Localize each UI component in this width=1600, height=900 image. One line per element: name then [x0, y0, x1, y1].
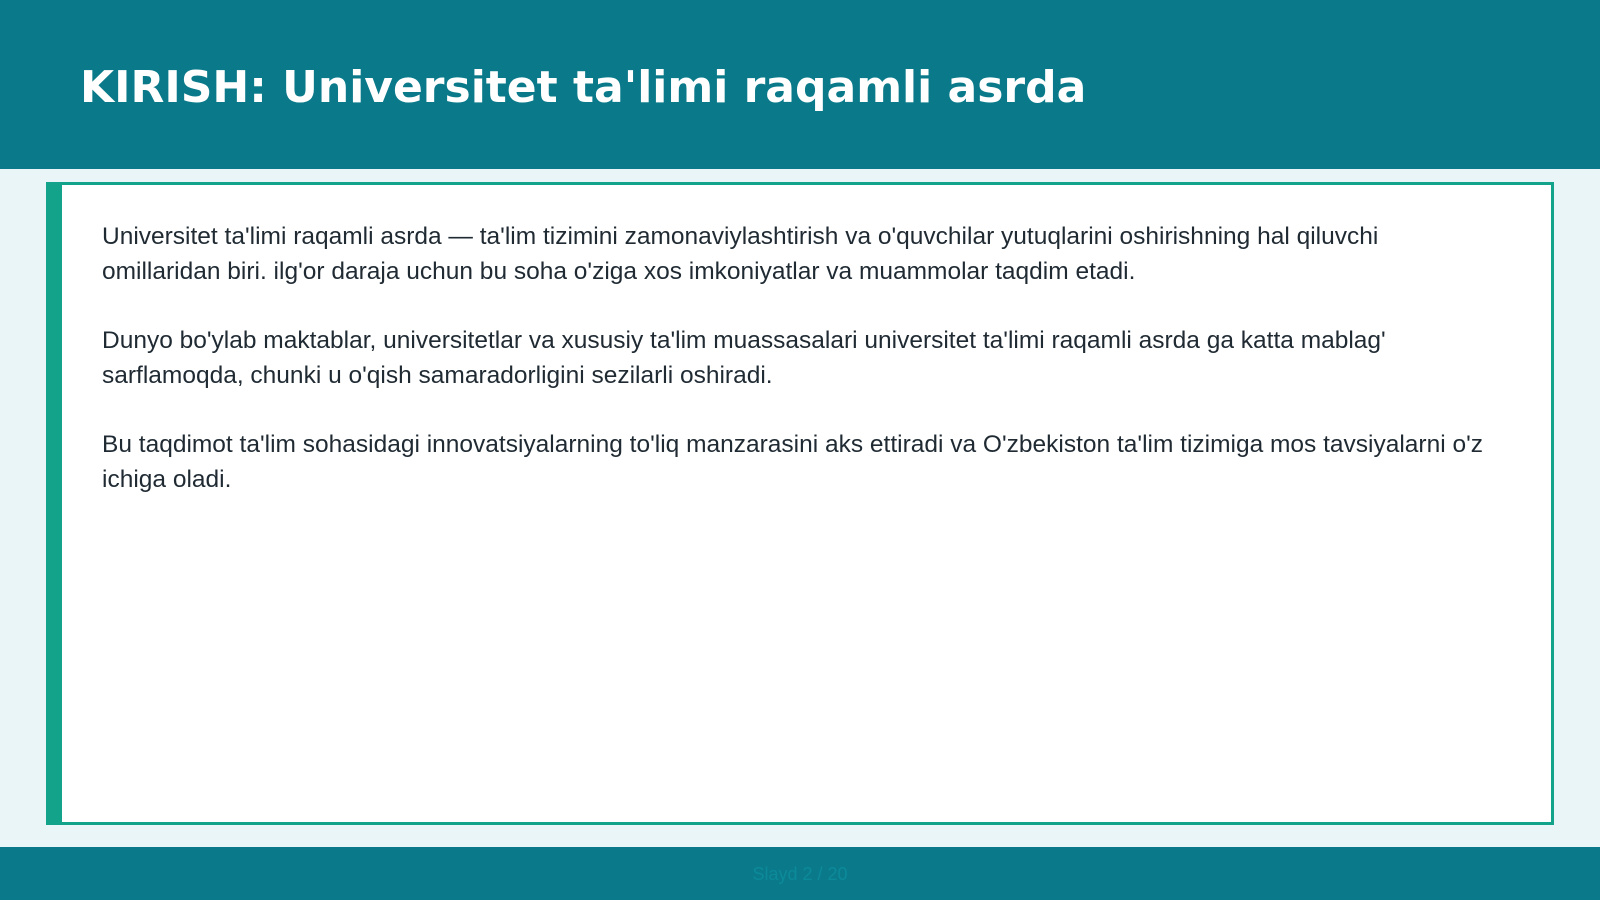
- slide-header: [0, 0, 1600, 169]
- slide-footer: [0, 847, 1600, 900]
- paragraph-1: Universitet ta'limi raqamli asrda — ta'lim tizimini zamonaviylashtirish va o'quvchilar yutuqlarini oshirishning hal qiluvchi omillaridan biri. ilg'or daraja uchun bu soha o'ziga xos imkoniyatlar va muammolar taqdim etadi.: [102, 223, 1379, 285]
- slide-number: Slayd 2 / 20: [752, 864, 848, 884]
- paragraph-3: Bu taqdimot ta'lim sohasidagi innovatsiyalarning to'liq manzarasini aks ettiradi va O'zbekiston ta'lim tizimiga mos tavsiyalarni o'z ichiga oladi.: [102, 431, 1484, 493]
- paragraph-2: Dunyo bo'ylab maktablar, universitetlar va xususiy ta'lim muassasalari universitet ta'limi raqamli asrda ga katta mablag' sarflamoqda, chunki u o'qish samaradorligini sezilarli oshiradi.: [102, 327, 1386, 389]
- content-card: [46, 182, 1554, 825]
- slide-title: KIRISH: Universitet ta'limi raqamli asrda: [80, 62, 1087, 113]
